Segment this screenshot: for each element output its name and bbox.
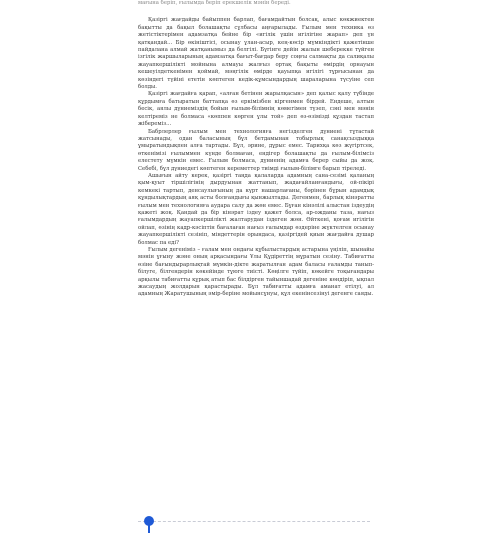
- location-pin-stem: [148, 524, 150, 533]
- paragraph-3: Бабрлерлер ғылым мен технологияға негізделген дүниені тұтастай жатсынады, одан баласының бұл бетдамынан тобырлық санақсыздыққа ұмыратындықпен алға тартады. Бұл, әрине, дұрыс емес. Тарихқа көз жүгіртсек, өткенімізі ғылыммен күнде болмаған, ендігер болашақты да ғылым-білімсіз елестету мүмкін емес. Ғылым болмаса, дүниенің адамға берер сыйы да жоқ. Себебі, бұл дүниедегі көптеген кереметтер тиімді ғылым-білімге барып тіреледі.: [138, 128, 374, 172]
- paragraph-1: Қазіргі жағдайды байыппен барлап, бағамдайтын болсақ, алыс көкжиектен бақытты да бақыл болашақты сұлбасы аңғарылады. Ғылым мен техника өз жетістіктерімен адамзатқа бейне бір «игілік үшін игілігіне жарап» деп үн қатқандай... Бір өкініштісі, осынау ұлан-асыр, кең-көсір мүмкіндікті қажетінше пайдалана алмай жатқанымыз да белгілі. Бүгінге дейін жалын шеберекке түйген ізгілік жаршыларының адамзатқа бағыт-бағдар беру соңғы салмақты да салиқалы жауапкершілікті мойнына алмауы жалғыз ортақ бақыты өмірдің орнауын кешеуілдеткенімен қоймай, мәңгілік өмірде қауыпқа игілігі тұрғысынан да көзіндегі түйіні ететін көптеген кедік-құмсындардың шараларына түсуіне сеп болды.: [138, 17, 374, 91]
- document-page: [138, 0, 374, 299]
- paragraph-5: Ғылым дегеніміз – ғалам мен ондағы құбылыстардың астарына үңіліп, шынайы мәнін ұғыну және оның арқасындағы Ұлы Құдіреттің мұратын сезіну. Табиғатты өзіне бағындырарлықтай мүмкін-дікте жаратылған адам баласы ғаламды танып-білуге, білгендерін көкейінде тұюге тиісті. Көңілге түйіп, көкейге тоқығандары арқылы табиғатты құрық атып бас білдірген тайыншадай дегеніне көндіріп, ықпал жасаудың жолдарын қарастырады. Бұл табиғатты адамға аманат етілуі, ал адамның Жаратушының әмір-беріне мойынсұнуы, құл екенінсезінуі дегенге саяды.: [138, 247, 374, 298]
- page-break-divider: [138, 521, 370, 533]
- document-top-line: мағына беріп, ғылымда беріп ерекшелік мәнін береді.: [138, 0, 291, 6]
- paragraph-4: Ашығын айту керек, қазіргі таңда қалаларда адамның сана-сезімі қаланың қым-қуыт тіршілігінің дырдуынан жаттанып, жадағайланғандығы, ой-пікірі кемкекі тартып, денсаулығының да күрт нашарлағаны, бәрінен бұрын адамдық құндылықтардың аяқ асты болғандығы қынжылтады. Дегенмен, барлық кінәратты ғылым мен технологияға аудара салу да жөн емес. Бұған кінәлілі алыстан іздеудің қажеті жоқ. Қандай да бір кінәрат іздеу қажет болса, ар-ожданы таза, нағыз ғалымдардың жауапкершілікті жалтарудан іздеген жөн. Өйткені, қоғам игілігін ойлап, өзінің кадр-кәсіптін бағалаған нағыз ғалымдар өздеріне жүктелген осынау жауапкершілікті сезініп, міндеттерін орындаса, қазіргідей қиын жағдайға душар болмас па еді?: [138, 172, 374, 246]
- paragraph-2: Қазіргі жағдайға қарап, «алған бетінен жарылқасын» деп қалыс қалу түбінде құрдымға батыратын баттапқа өз еркімізбен кіргенмен бірдей. Ендеше, алтын бесік, аялы дүниеміздің бойын ғылым-білімнің көмегімен түзеп, сәні мен мәнін келтіреміз не болмаса «көппен көрген ұлы той» деп өз-өзімізді құздан тастап жібереміз...: [138, 91, 374, 128]
